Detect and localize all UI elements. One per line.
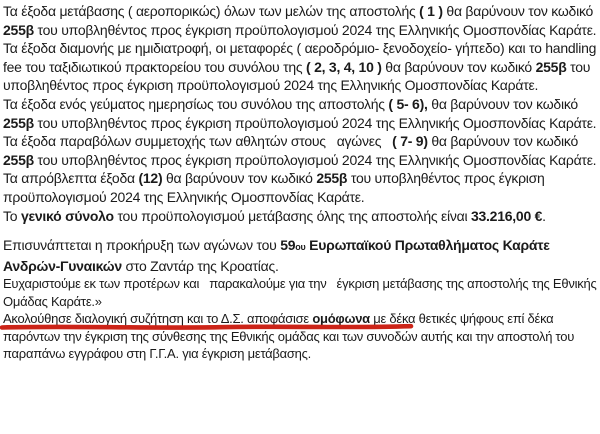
paragraph [3, 132, 598, 169]
text-run: ομόφωνα [312, 311, 370, 327]
text-run: Ακολούθησε διαλογική συζήτηση και το Δ.Σ. αποφάσισε [3, 311, 313, 327]
paragraph [3, 275, 598, 310]
paragraph [3, 310, 598, 363]
text-run: γενικό σύνολο [20, 207, 114, 224]
text-run: 33.216,00 € [470, 207, 543, 224]
text-run: του υποβληθέντος προς έγκριση προϋπολογισμού 2024 της Ελληνικής Ομοσπονδίας Καράτε. [33, 151, 597, 168]
text-run: Τα έξοδα ενός γεύματος ημερησίως του συνόλου της αποστολής [3, 95, 389, 112]
text-run: του υποβληθέντος προς έγκριση προϋπολογισμού 2024 της Ελληνικής Ομοσπονδίας Καράτε. [3, 58, 594, 94]
text-run: Τα απρόβλεπτα έξοδα [3, 170, 139, 187]
text-run: ( 7- 9) [392, 133, 428, 150]
text-run: ( 5- 6), [388, 95, 428, 112]
text-run: Τα έξοδα παραβόλων συμμετοχής των αθλητών στους αγώνες [3, 133, 393, 150]
text-run: του προϋπολογισμού μετάβασης όλης της αποστολής είναι [113, 207, 471, 224]
text-run: του υποβληθέντος προς έγκριση προϋπολογισμού 2024 της Ελληνικής Ομοσπονδίας Καράτε. [3, 170, 549, 205]
text-run: στο Ζαντάρ της Κροατίας. [121, 257, 279, 274]
text-run: Τα έξοδα διαμονής με ημιδιατροφή, οι μεταφορές ( αεροδρόμιο- ξενοδοχείο- γήπεδο) και το handling fee του ταξιδιωτικού πρακτορείου του συνόλου της [3, 40, 600, 75]
paragraph [3, 236, 598, 275]
text-run: Το [3, 207, 21, 224]
paragraph [3, 169, 598, 206]
paragraph [3, 95, 598, 132]
text-run: θα βαρύνουν τον κωδικό [442, 3, 597, 19]
text-run: ου [295, 242, 306, 253]
text-run: Τα έξοδα μετάβασης ( αεροπορικώς) όλων των μελών της αποστολής [3, 3, 420, 19]
text-run: του υποβληθέντος προς έγκριση προϋπολογισμού 2024 της Ελληνικής Ομοσπονδίας Καράτε. [33, 21, 597, 38]
text-run: ( 2, 3, 4, 10 ) [306, 58, 382, 75]
text-run: 255β [535, 58, 567, 75]
text-run: θα βαρύνουν τον κωδικό [381, 58, 536, 75]
text-run: Ευχαριστούμε εκ των προτέρων και παρακαλούμε για την έγκριση μετάβασης της αποστολής της Εθνικής Ομάδας Καράτε.» [3, 276, 600, 309]
paragraph [3, 207, 598, 226]
text-run: με δέκα θετικές ψήφους επί δέκα παρόντων την έγκριση της σύνθεσης της Εθνικής ομάδας και των συνοδών αυτής και την αποστολή του παραπάνω εγγράφου στη Γ.Γ.Α. για έγκριση μετάβασης. [3, 311, 578, 362]
paragraph [3, 39, 598, 95]
text-run: . [542, 207, 546, 224]
text-run: Επισυνάπτεται η προκήρυξη των αγώνων του [3, 237, 281, 254]
text-run: 255β [316, 170, 348, 187]
text-run: θα βαρύνουν τον κωδικό [427, 95, 582, 112]
text-run: (12) [138, 170, 163, 187]
text-run: θα βαρύνουν τον κωδικό [427, 133, 582, 150]
text-run: θα βαρύνουν τον κωδικό [162, 170, 317, 187]
text-run: του υποβληθέντος προς έγκριση προϋπολογισμού 2024 της Ελληνικής Ομοσπονδίας Καράτε. [33, 114, 597, 131]
text-run: 255β [3, 21, 34, 38]
text-run: 59 [280, 237, 296, 254]
text-run: Ευρωπαϊκού Πρωταθλήματος Καράτε Ανδρών-Γυναικών [3, 237, 553, 274]
text-run: 255β [3, 151, 34, 168]
text-run: ( 1 ) [419, 3, 443, 19]
paragraph [3, 2, 598, 39]
text-run: 255β [3, 114, 34, 131]
